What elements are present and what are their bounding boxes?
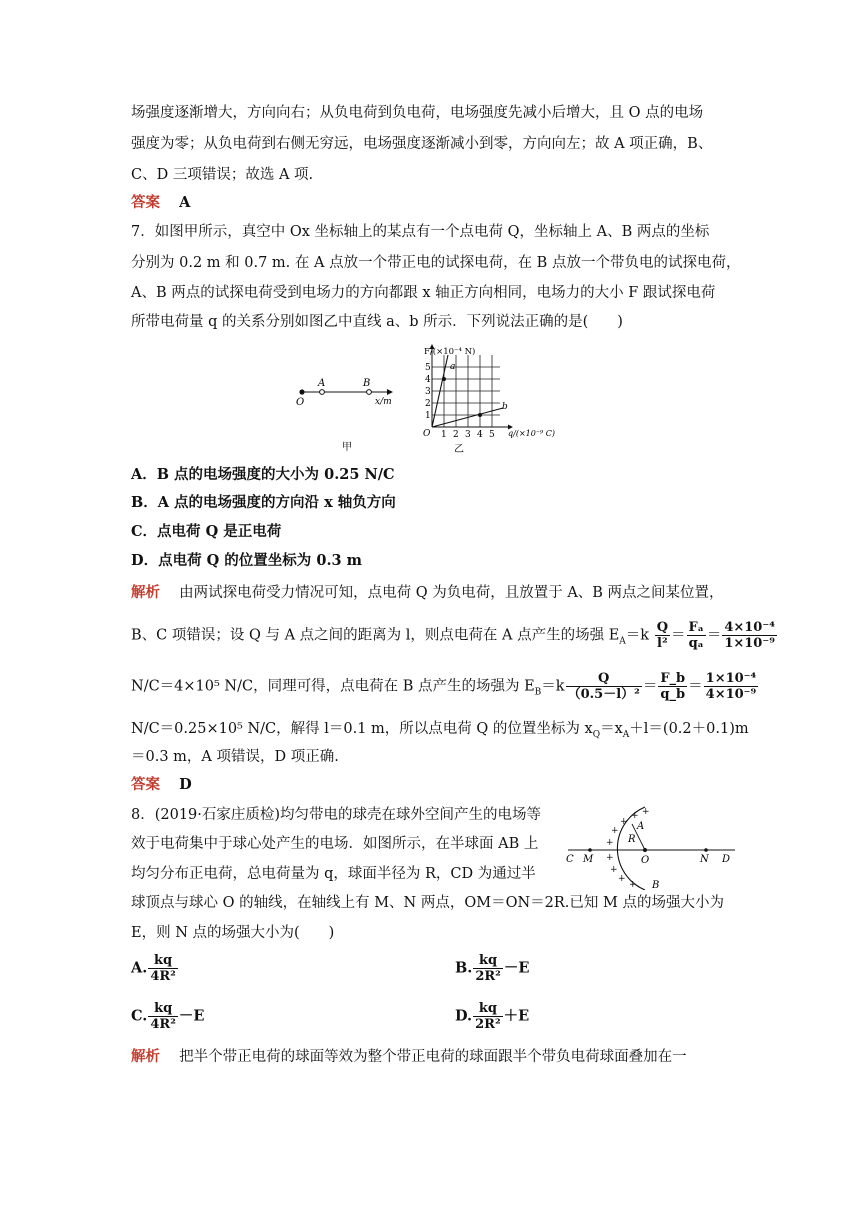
label-c: C bbox=[566, 854, 574, 865]
svg-text:+: + bbox=[611, 826, 619, 836]
text-line: 效于电荷集中于球心处产生的电场．如图所示，在半球面 AB 上 bbox=[131, 836, 539, 852]
solution-text: ＝x bbox=[600, 721, 623, 737]
subscript: A bbox=[622, 729, 630, 740]
svg-text:+: + bbox=[610, 865, 618, 875]
question-7-text: 7．如图甲所示，真空中 Ox 坐标轴上的某点有一个点电荷 Q，坐标轴上 A、B 两点的坐标 bbox=[131, 224, 710, 240]
answer-value: A bbox=[179, 194, 191, 211]
line-a-label: a bbox=[450, 362, 456, 372]
subscript: Q bbox=[592, 729, 601, 740]
svg-text:+: + bbox=[618, 874, 626, 884]
label-b: B bbox=[652, 880, 660, 890]
label-d: D bbox=[722, 854, 731, 865]
solution-text: ＋l＝(0.2＋0.1)m bbox=[629, 721, 749, 737]
hemisphere-figure bbox=[560, 802, 740, 890]
svg-text:+: + bbox=[631, 811, 639, 821]
y-tick: 5 bbox=[425, 363, 431, 373]
label-n: N bbox=[700, 854, 709, 865]
text-line: 球顶点与球心 O 的轴线，在轴线上有 M、N 两点，OM＝ON＝2R.已知 M 点的场强大小为 bbox=[131, 895, 724, 911]
option-c: C．点电荷 Q 是正电荷 bbox=[131, 523, 282, 540]
solution-label: 解析 bbox=[131, 1048, 160, 1065]
question-8-text: 8．(2019·石家庄质检)均匀带电的球壳在球外空间产生的电场等 bbox=[131, 807, 542, 823]
svg-text:+: + bbox=[606, 853, 614, 863]
option-c: C. $\frac{kq}{\text{4R²}}$ －E bbox=[131, 1001, 205, 1032]
option-d: D. $\frac{kq}{\text{2R²}}$ ＋E bbox=[455, 1001, 530, 1032]
label-o: O bbox=[641, 855, 650, 866]
answer-label: 答案 bbox=[131, 194, 160, 211]
svg-text:+: + bbox=[606, 838, 614, 848]
svg-text:+: + bbox=[620, 817, 628, 827]
figure-yi bbox=[418, 340, 568, 456]
solution-text: B、C 项错误；设 Q 与 A 点之间的距离为 l，则点电荷在 A 点产生的场强 E bbox=[131, 627, 620, 644]
text-line: C、D 三项错误；故选 A 项. bbox=[131, 167, 314, 183]
label-b: B bbox=[363, 378, 371, 389]
solution-text: N/C＝4×10⁵ N/C，同理可得，点电荷在 B 点产生的场强为 E bbox=[131, 678, 535, 695]
x-tick: 2 bbox=[453, 430, 459, 440]
option-a: A．B 点的电场强度的大小为 0.25 N/C bbox=[131, 466, 395, 483]
label-a: A bbox=[637, 821, 645, 832]
svg-text:+: + bbox=[642, 807, 650, 817]
solution-line bbox=[131, 583, 724, 603]
label-o: O bbox=[296, 397, 305, 408]
solution-line: ＝0.3 m，A 项错误，D 项正确. bbox=[131, 749, 339, 765]
fraction: $\frac{\text{Fₐ}}{\text{qₐ}}$ bbox=[688, 620, 704, 651]
option-b: B. $\frac{kq}{\text{2R²}}$ －E bbox=[455, 953, 530, 984]
axis-label: x/m bbox=[375, 397, 392, 407]
y-tick: 4 bbox=[425, 375, 431, 385]
svg-text:+: + bbox=[629, 880, 637, 890]
solution-text: N/C＝0.25×10⁵ N/C，解得 l＝0.1 m，所以点电荷 Q 的位置坐标为 x bbox=[131, 721, 593, 737]
answer-value: D bbox=[179, 776, 192, 793]
text-line: A、B 两点的试探电荷受到电场力的方向都跟 x 轴正方向相同，电场力的大小 F 跟试探电荷 bbox=[131, 285, 716, 301]
y-tick: 2 bbox=[425, 399, 431, 409]
text-line: 所带电荷量 q 的关系分别如图乙中直线 a、b 所示．下列说法正确的是( ) bbox=[131, 314, 623, 330]
fraction: $\frac{\text{4×10⁻⁴}}{\text{1×10⁻⁹}}$ bbox=[724, 620, 775, 651]
fraction: $\frac{Q}{\text{l²}}$ bbox=[656, 620, 669, 651]
x-tick: 3 bbox=[465, 430, 471, 440]
text-line: 强度为零；从负电荷到右侧无穷远，电场强度逐渐减小到零，方向向左；故 A 项正确，B、 bbox=[131, 136, 713, 152]
fraction: $\frac{F\_b}{q\_b}$ bbox=[660, 671, 686, 702]
label-m: M bbox=[583, 854, 594, 865]
y-tick: 1 bbox=[425, 411, 431, 421]
solution-text: 把半个带正电荷的球面等效为整个带正电荷的球面跟半个带负电荷球面叠加在一 bbox=[179, 1049, 687, 1065]
solution-line bbox=[131, 1047, 687, 1067]
x-tick: 4 bbox=[477, 430, 483, 440]
label-r: R bbox=[628, 834, 636, 845]
option-d: D．点电荷 Q 的位置坐标为 0.3 m bbox=[131, 552, 362, 569]
label-a: A bbox=[318, 378, 326, 389]
solution-line: B、C 项错误；设 Q 与 A 点之间的距离为 l，则点电荷在 A 点产生的场强 $E_A=k$ $\frac{Q}{\text{l²}}$ ＝ $\frac{\text{Fₐ}}{\text{qₐ}}$ ＝ $\frac{\text{4×10⁻⁴}}{\text{1×10⁻⁹}}$ bbox=[131, 620, 775, 651]
solution-line bbox=[131, 719, 749, 745]
text-line: E，则 N 点的场强大小为( ) bbox=[131, 925, 335, 941]
text-line: 均匀分布正电荷，总电荷量为 q，球面半径为 R，CD 为通过半 bbox=[131, 866, 536, 882]
figure-jia bbox=[290, 370, 400, 455]
line-b-label: b bbox=[502, 402, 508, 412]
origin-label: O bbox=[423, 429, 431, 439]
x-axis-label: q/(×10⁻⁹ C) bbox=[508, 429, 556, 438]
x-tick: 5 bbox=[489, 430, 495, 440]
text-line: 分别为 0.2 m 和 0.7 m. 在 A 点放一个带正电的试探电荷，在 B 点放一个带负电的试探电荷， bbox=[131, 255, 741, 271]
equals: ＝k bbox=[625, 627, 650, 644]
fraction: $\frac{\text{1×10⁻⁴}}{\text{4×10⁻⁹}}$ bbox=[705, 671, 757, 702]
answer-line bbox=[131, 193, 190, 213]
y-axis-label: F/(×10⁻⁴ N) bbox=[424, 347, 476, 357]
solution-text: 由两试探电荷受力情况可知，点电荷 Q 为负电荷，且放置于 A、B 两点之间某位置， bbox=[179, 585, 724, 601]
y-tick: 3 bbox=[425, 387, 431, 397]
option-a: A. $\frac{kq}{\text{4R²}}$ bbox=[131, 953, 176, 984]
answer-line bbox=[131, 775, 192, 795]
text-line: 场强度逐渐增大，方向向右；从负电荷到负电荷，电场强度先减小后增大，且 O 点的电场 bbox=[131, 105, 704, 121]
solution-label: 解析 bbox=[131, 584, 160, 601]
solution-line: N/C＝4×10⁵ N/C，同理可得，点电荷在 B 点产生的场强为 $E_B=k$ $\frac{Q}{\text{（0.5－l）²}}$ ＝ $\frac{F\_b}{q\_b}$ ＝ $\frac{\text{1×10⁻⁴}}{\text{4×10⁻⁹}}$ bbox=[131, 671, 757, 702]
answer-label: 答案 bbox=[131, 776, 160, 793]
subscript: A bbox=[619, 636, 626, 647]
caption-jia: 甲 bbox=[342, 442, 352, 453]
option-b: B．A 点的电场强度的方向沿 x 轴负方向 bbox=[131, 494, 396, 511]
caption-yi: 乙 bbox=[454, 444, 464, 455]
fraction: $\frac{Q}{\text{（0.5－l）²}}$ bbox=[567, 671, 640, 702]
x-tick: 1 bbox=[441, 430, 447, 440]
equals: ＝k bbox=[541, 678, 565, 695]
subscript: B bbox=[534, 687, 542, 698]
